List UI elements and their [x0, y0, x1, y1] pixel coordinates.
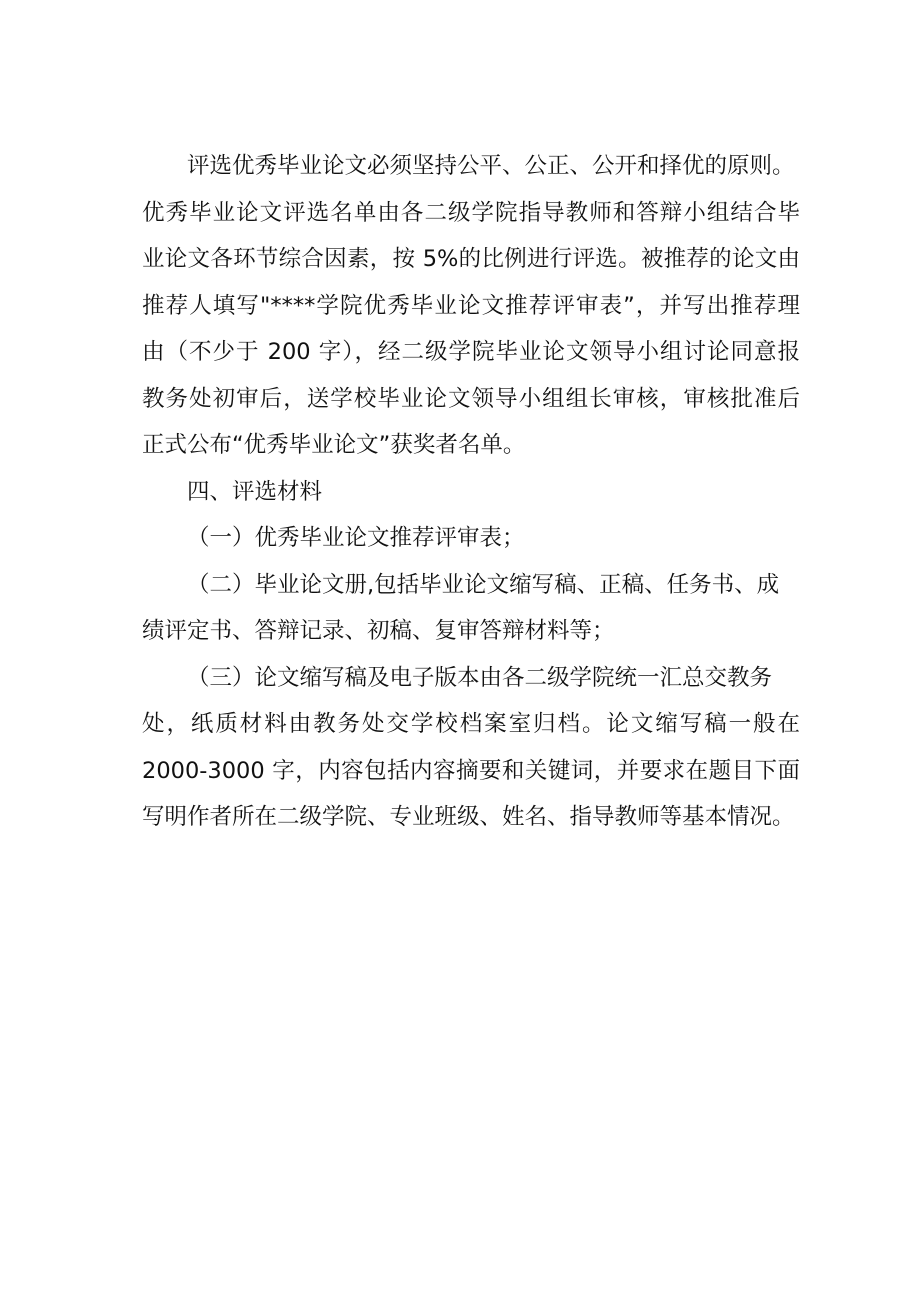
paragraph-line: 业论文各环节综合因素，按 5%的比例进行评选。被推荐的论文由	[142, 246, 800, 272]
document-body	[142, 143, 832, 841]
section-heading: 四、评选材料	[187, 478, 323, 505]
paragraph-line: 评选优秀毕业论文必须坚持公平、公正、公开和择优的原则。	[187, 153, 795, 179]
list-item-continuation: 处，纸质材料由教务处交学校档案室归档。论文缩写稿一般在	[142, 711, 800, 737]
paragraph-line: 优秀毕业论文评选名单由各二级学院指导教师和答辩小组结合毕	[142, 199, 800, 226]
paragraph-line: 正式公布“优秀毕业论文”获奖者名单。	[142, 432, 526, 458]
list-item: （二）毕业论文册,包括毕业论文缩写稿、正稿、任务书、成	[187, 571, 780, 598]
paragraph-line: 推荐人填写"****学院优秀毕业论文推荐评审表”，并写出推荐理	[142, 292, 800, 319]
paragraph-line: 由（不少于 200 字），经二级学院毕业论文领导小组讨论同意报	[142, 339, 800, 365]
list-item: （三）论文缩写稿及电子版本由各二级学院统一汇总交教务	[187, 664, 773, 691]
list-item-continuation: 写明作者所在二级学院、专业班级、姓名、指导教师等基本情况。	[142, 804, 795, 830]
list-item: （一）优秀毕业论文推荐评审表；	[187, 525, 525, 551]
paragraph-line: 教务处初审后，送学校毕业论文领导小组组长审核，审核批准后	[142, 385, 800, 412]
list-item-continuation: 2000-3000 字，内容包括内容摘要和关键词，并要求在题目下面	[142, 757, 800, 784]
list-item-continuation: 绩评定书、答辩记录、初稿、复审答辩材料等；	[142, 618, 615, 644]
